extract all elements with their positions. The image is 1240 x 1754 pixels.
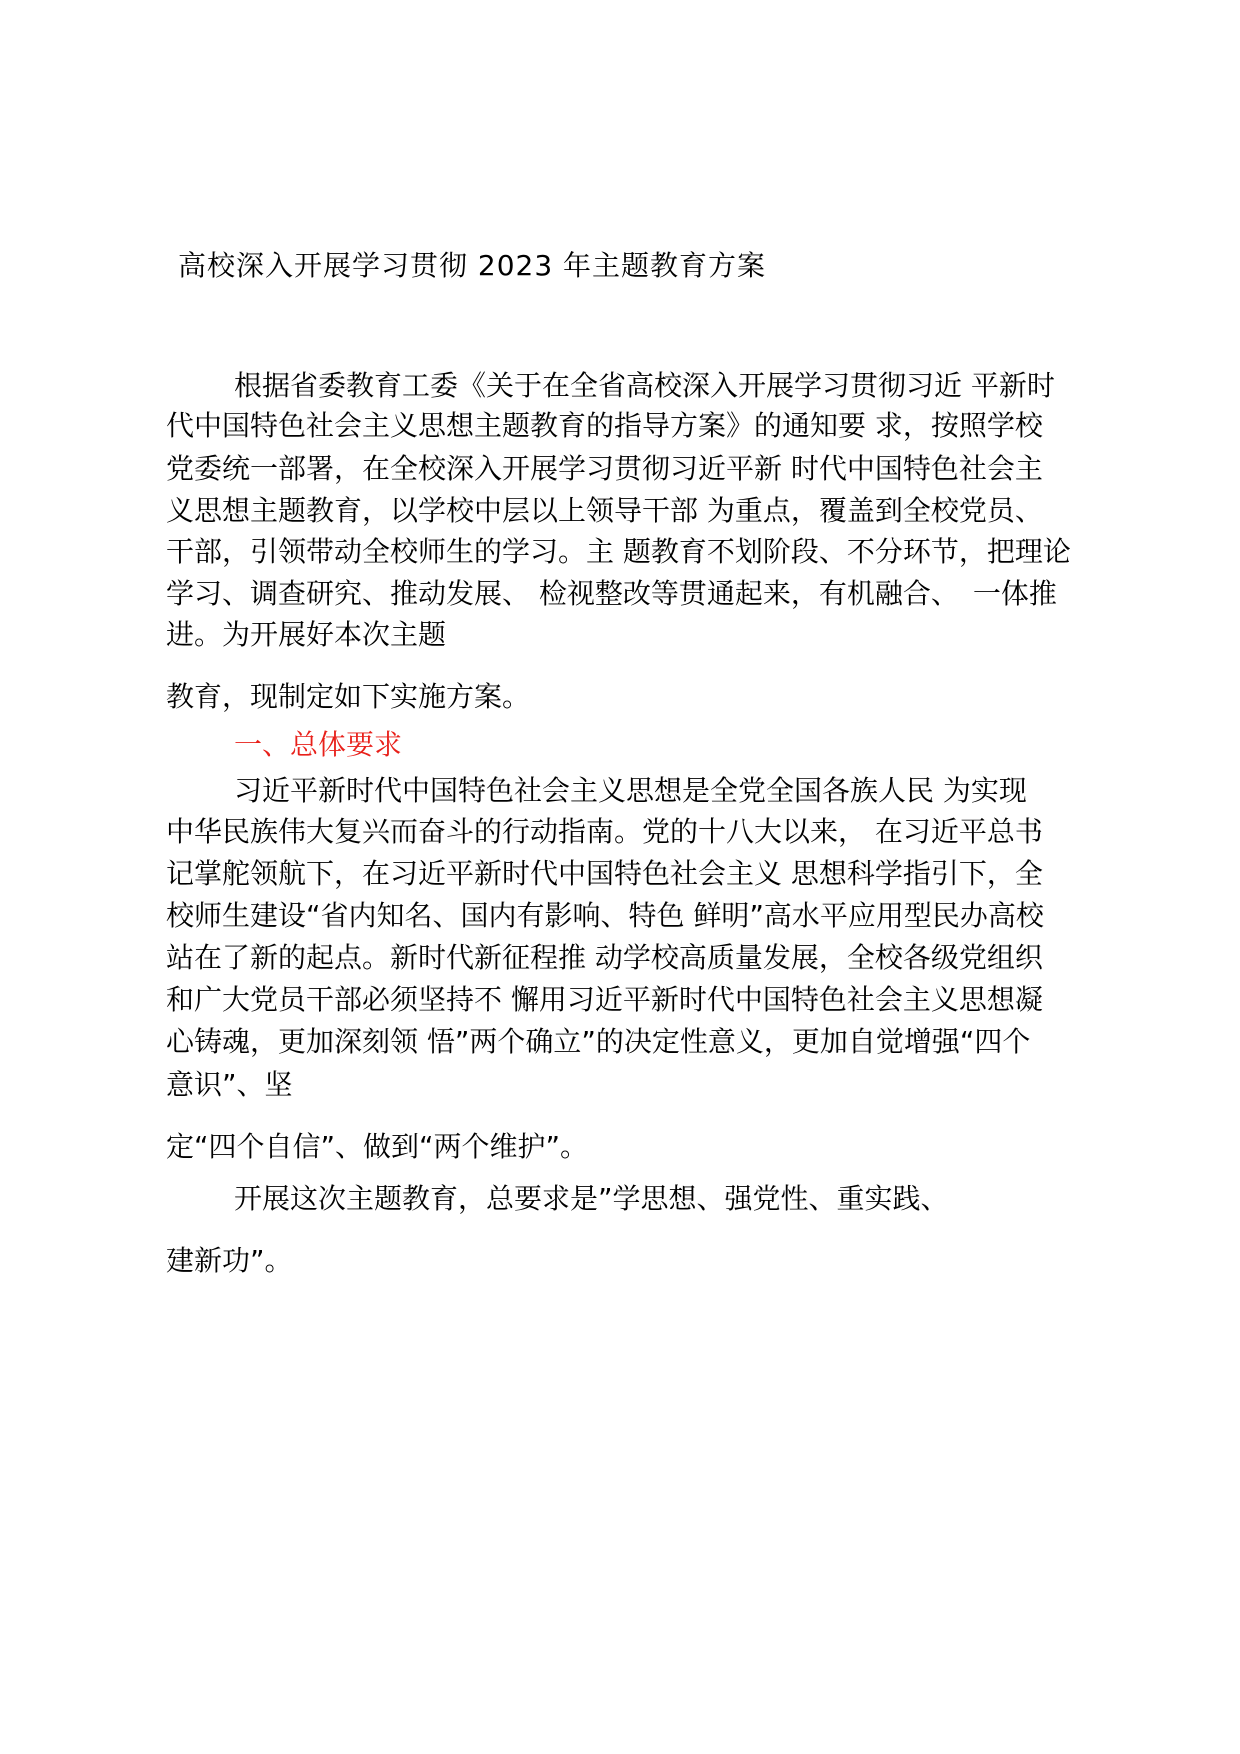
paragraph-2-line-1: 习近平新时代中国特色社会主义思想是全党全国各族人民 为实现 — [234, 774, 1027, 807]
paragraph-3-end: 建新功”。 — [166, 1244, 293, 1277]
paragraph-1-line-5: 干部，引领带动全校师生的学习。主 题教育不划阶段、不分环节，把理论 — [166, 535, 1071, 568]
paragraph-2-line-3: 记掌舵领航下，在习近平新时代中国特色社会主义 思想科学指引下，全 — [166, 857, 1043, 890]
document-title: 高校深入开展学习贯彻 2023 年主题教育方案 — [178, 249, 767, 282]
paragraph-2-end: 定“四个自信”、做到“两个维护”。 — [166, 1130, 589, 1163]
paragraph-2-line-7: 心铸魂，更加深刻领 悟”两个确立”的决定性意义，更加自觉增强“四个 — [166, 1025, 1031, 1058]
paragraph-1-line-2: 代中国特色社会主义思想主题教育的指导方案》的通知要 求，按照学校 — [166, 409, 1043, 442]
paragraph-1-line-6: 学习、调查研究、推动发展、 检视整改等贯通起来，有机融合、 一体推 — [166, 577, 1057, 610]
paragraph-2-line-6: 和广大党员干部必须坚持不 懈用习近平新时代中国特色社会主义思想凝 — [166, 983, 1043, 1016]
paragraph-1-line-7: 进。为开展好本次主题 — [166, 618, 447, 651]
paragraph-2-line-5: 站在了新的起点。新时代新征程推 动学校高质量发展，全校各级党组织 — [166, 941, 1043, 974]
section-heading-general-requirements: 一、总体要求 — [234, 728, 403, 761]
paragraph-3-line-1: 开展这次主题教育，总要求是”学思想、强党性、重实践、 — [234, 1182, 949, 1215]
paragraph-2-line-4: 校师生建设“省内知名、国内有影响、特色 鲜明”高水平应用型民办高校 — [166, 899, 1044, 932]
paragraph-2-line-2: 中华民族伟大复兴而奋斗的行动指南。党的十八大以来， 在习近平总书 — [166, 815, 1043, 848]
paragraph-1-line-1: 根据省委教育工委《关于在全省高校深入开展学习贯彻习近 平新时 — [234, 369, 1055, 402]
paragraph-1-line-3: 党委统一部署，在全校深入开展学习贯彻习近平新 时代中国特色社会主 — [166, 452, 1043, 485]
paragraph-2-line-8: 意识”、坚 — [166, 1068, 293, 1101]
paragraph-1-line-4: 义思想主题教育，以学校中层以上领导干部 为重点，覆盖到全校党员、 — [166, 494, 1043, 527]
paragraph-1-end: 教育，现制定如下实施方案。 — [166, 680, 531, 713]
